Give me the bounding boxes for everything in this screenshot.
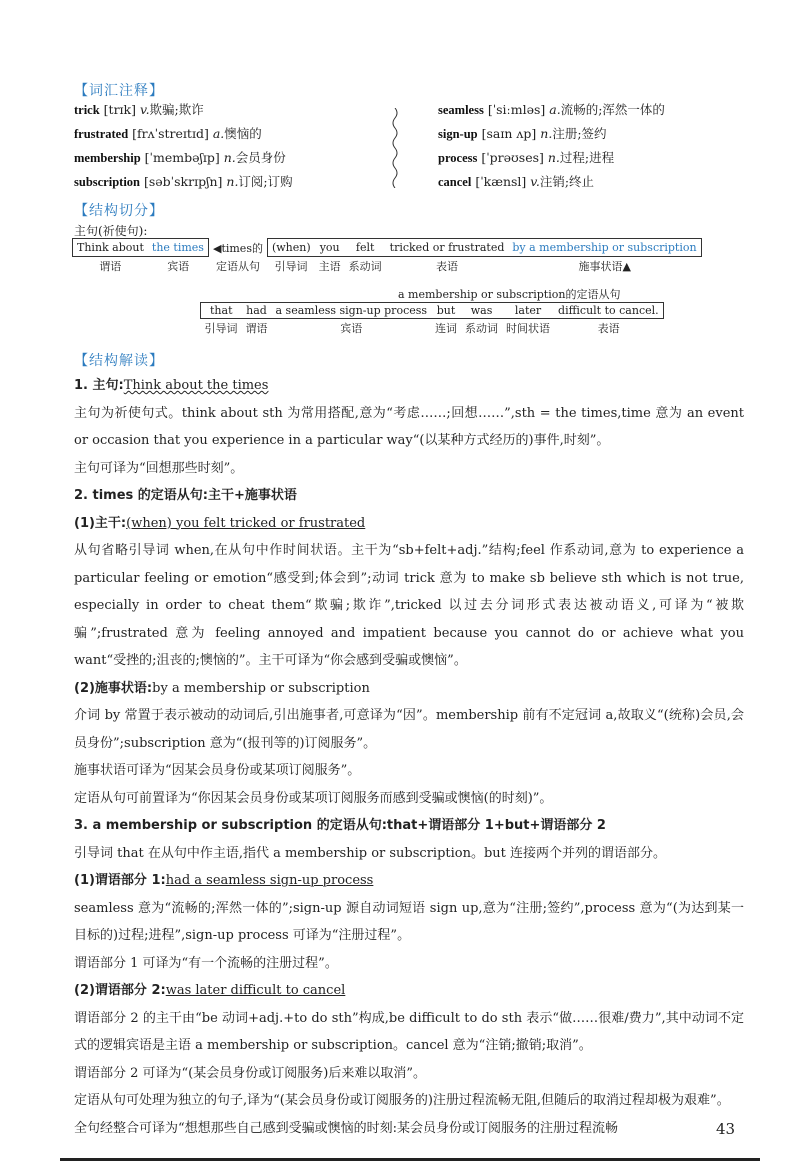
paragraph: 全句经整合可译为“想想那些自己感到受骗或懊恼的时刻:某会员身份或订阅服务的注册过程流畅 [74, 1120, 619, 1136]
paragraph: 从句省略引导词 when,在从句中作时间状语。主干为“sb+felt+adj.”结构;feel 作系动词,意为 to experience a particular feeling or emotion“感受到;体会到”;动词 trick 意为 to make sb believe sth which is not true, especially in order to cheat them“欺骗;欺诈”,tricked 以过去分词形式表达被动语义,可译为“被欺骗”;frustrated 意为 feeling annoyed and impatient because you cannot do or achieve what you want“受挫的;沮丧的;懊恼的”。主干可译为“你会感到受骗或懊恼”。 [74, 543, 744, 668]
paragraph: 谓语部分 2 的主干由“be 动词+adj.+to do sth”构成,be difficult to do sth 表示“做……很难/费力”,其中动词不定式的逻辑宾语是主语 a membership or subscription。cancel 意为“注销;撤销;取消”。 [74, 1010, 744, 1053]
vocab-entry: seamless [ˈsiːmləs] a.流畅的;浑然一体的 [438, 102, 665, 117]
bottom-rule [60, 1158, 760, 1161]
seg-when: (when) [267, 239, 314, 257]
vocab-entry: frustrated [frʌˈstreɪtɪd] a.懊恼的 [74, 126, 262, 141]
heading-2: 2. times 的定语从句:主干+施事状语 [74, 488, 297, 503]
vocab-entry: sign-up [saɪn ʌp] n.注册;签约 [438, 126, 607, 141]
split-row-2 [200, 302, 664, 337]
paragraph: 谓语部分 2 可译为“(某会员身份或订阅服务)后来难以取消”。 [74, 1065, 426, 1081]
paragraph: 定语从句可处理为独立的句子,译为“(某会员身份或订阅服务的)注册过程流畅无阻,但随后的取消过程却极为艰难”。 [74, 1093, 730, 1108]
analysis-section-title: 【结构解读】 [74, 353, 164, 369]
seg-difficult: difficult to cancel. [554, 303, 663, 319]
lab-link: 系动词 [348, 260, 382, 273]
split-row-1 [72, 238, 702, 275]
row2-caption: a membership or subscription的定语从句 [398, 288, 621, 301]
lab-pred: 谓语 [99, 260, 122, 273]
paragraph: 引导词 that 在从句中作主语,指代 a membership or subscription。but 连接两个并列的谓语部分。 [74, 845, 667, 861]
vocab-entry: trick [trɪk] v.欺骗;欺诈 [74, 102, 204, 117]
seg-that: that [201, 303, 242, 319]
paragraph: seamless 意为“流畅的;浑然一体的”;sign-up 源自动词短语 sign up,意为“注册;签约”,process 意为“(为达到某一目标的)过程;进程”,sign-up process 可译为“注册过程”。 [74, 900, 744, 943]
paragraph: 主句可译为“回想那些时刻”。 [74, 460, 244, 476]
lab-obj: 宾语 [340, 322, 363, 335]
paragraph: 谓语部分 1 可译为“有一个流畅的注册过程”。 [74, 955, 338, 971]
heading-2b: (2)施事状语:by a membership or subscription [74, 680, 370, 696]
paragraph: 主句为祈使句式。think about sth 为常用搭配,意为“考虑……;回想……”,sth = the times,time 意为 an event or occasion that you experience in a particular way“(以某种方式经历的)事件,时刻”。 [74, 405, 744, 448]
vocab-entry: subscription [səbˈskrɪpʃn] n.订阅;订购 [74, 174, 293, 189]
seg-by: by a membership or subscription [508, 239, 701, 257]
seg-seamless: a seamless sign-up process [272, 303, 432, 319]
heading-1: 1. 主句:Think about the times [74, 378, 269, 393]
paragraph: 定语从句可前置译为“你因某会员身份或某项订阅服务而感到受骗或懊恼(的时刻)”。 [74, 790, 553, 806]
lab-pa: 表语 [436, 260, 459, 273]
seg-think: Think about [73, 239, 148, 257]
seg-but: but [431, 303, 461, 319]
heading-3a: (1)谓语部分 1:had a seamless sign-up process [74, 873, 374, 888]
lab-link: 系动词 [465, 322, 499, 335]
lab-obj: 宾语 [167, 260, 190, 273]
vocab-section-title: 【词汇注释】 [74, 83, 164, 99]
vocab-entry: process [ˈprəʊses] n.过程;进程 [438, 150, 615, 165]
struct-section-title: 【结构切分】 [74, 203, 164, 219]
lab-pa: 表语 [597, 322, 620, 335]
lab-agent: 施事状语▲ [578, 260, 631, 273]
seg-you: you [315, 239, 345, 257]
seg-felt: felt [345, 239, 386, 257]
paragraph: 施事状语可译为“因某会员身份或某项订阅服务”。 [74, 763, 361, 778]
heading-3b: (2)谓语部分 2:was later difficult to cancel [74, 983, 346, 998]
wavy-divider [390, 108, 400, 188]
seg-had: had [242, 303, 272, 319]
seg-times-of: ◀times的 [212, 241, 263, 255]
page-number: 43 [716, 1120, 736, 1138]
lab-time: 时间状语 [506, 322, 551, 335]
lab-conj: 引导词 [204, 322, 238, 335]
vocab-left-list [74, 98, 293, 194]
main-clause-label: 主句(祈使句): [74, 224, 148, 238]
paragraph: 介词 by 常置于表示被动的动词后,引出施事者,可意译为“因”。membership 前有不定冠词 a,故取义“(统称)会员,会员身份”;subscription 意为“(报刊等的)订阅服务”。 [74, 708, 744, 751]
lab-subj: 主语 [318, 260, 341, 273]
seg-was: was [461, 303, 502, 319]
lab-attr: 定语从句 [215, 259, 260, 273]
lab-conj: 引导词 [274, 260, 308, 273]
vocab-entry: membership [ˈmembəʃɪp] n.会员身份 [74, 150, 286, 165]
heading-2a: (1)主干:(when) you felt tricked or frustrated [74, 515, 366, 531]
seg-tricked: tricked or frustrated [386, 239, 509, 257]
vocab-right-list [438, 98, 665, 194]
lab-pred: 谓语 [245, 322, 268, 335]
heading-3: 3. a membership or subscription 的定语从句:that+谓语部分 1+but+谓语部分 2 [74, 818, 606, 833]
seg-the-times: the times [148, 239, 209, 257]
seg-later: later [502, 303, 554, 319]
lab-lian: 连词 [435, 322, 458, 335]
vocab-entry: cancel [ˈkænsl] v.注销;终止 [438, 174, 595, 189]
analysis-body [74, 372, 744, 1142]
